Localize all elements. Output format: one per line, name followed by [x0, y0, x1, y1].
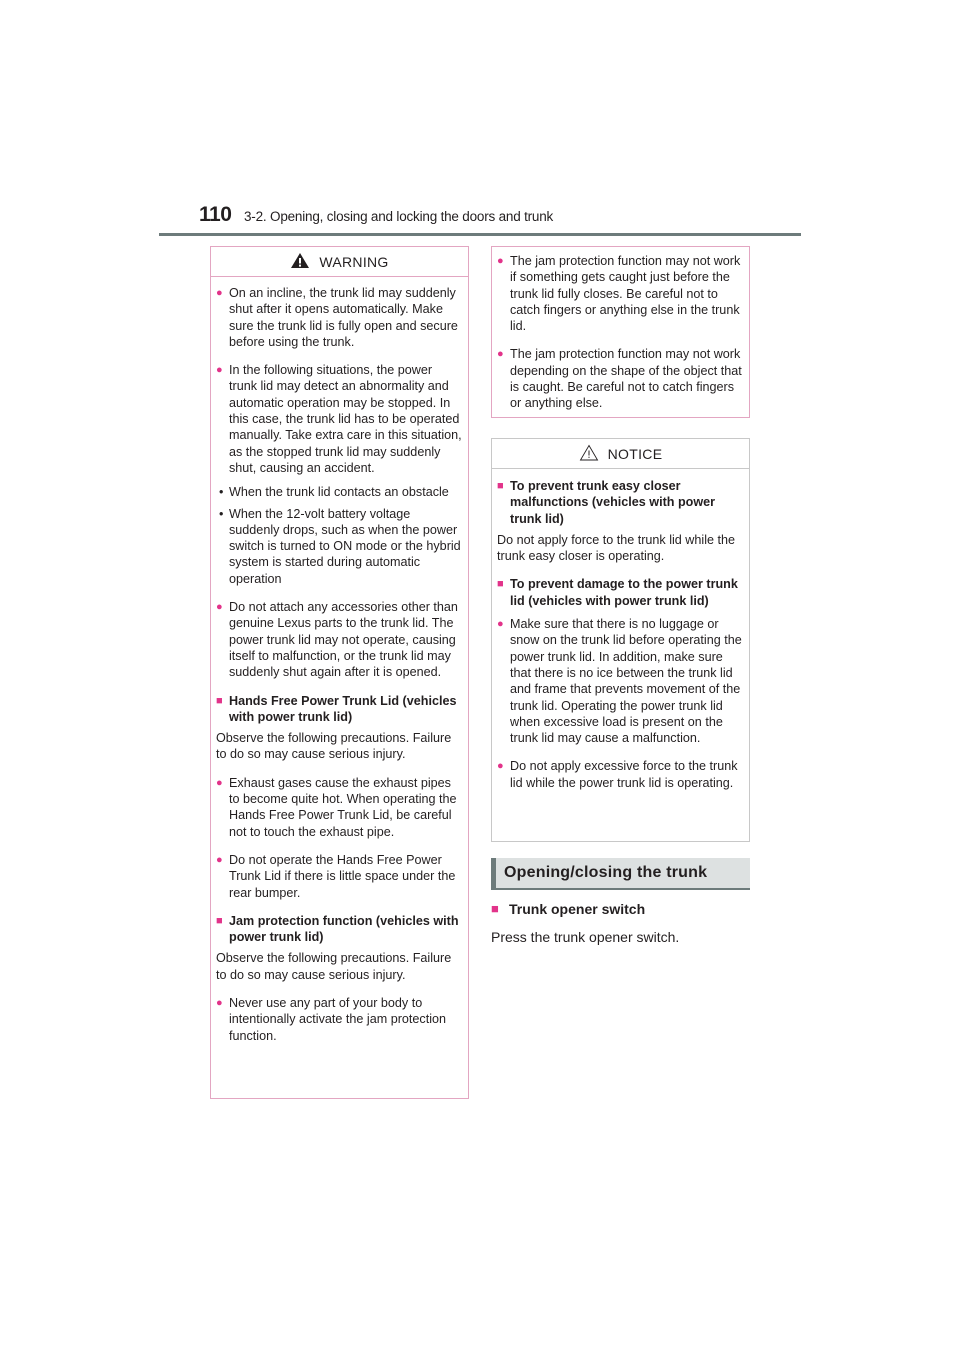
warning-item: ● Never use any part of your body to intentionally activate the jam protection function.	[216, 995, 447, 1043]
square-marker-icon: ■	[497, 480, 504, 492]
warning-header	[211, 247, 468, 277]
bullet-circle-icon: ●	[216, 287, 223, 299]
warning-title: WARNING	[319, 253, 389, 270]
page-number: 110	[199, 203, 232, 226]
warning-subheading: ■ Hands Free Power Trunk Lid (vehicles with power trunk lid)	[216, 693, 457, 724]
bullet-circle-icon: ●	[216, 853, 223, 866]
trunk-opener-section	[491, 900, 751, 946]
warning-item: ● The jam protection function may not work depending on the shape of the object that is caught. Be careful not to catch fingers or anything else.	[497, 347, 742, 411]
warning-dot-item: • When the trunk lid contacts an obstacle	[219, 485, 449, 500]
bullet-circle-icon: ●	[497, 255, 504, 267]
square-marker-icon: ■	[216, 694, 223, 707]
bullet-circle-icon: ●	[216, 996, 223, 1009]
warning-dot-item: • When the 12-volt battery voltage suddenly drops, such as when the power switch is turned to ON mode or the hybrid system is started during automatic operation	[219, 506, 461, 586]
warning-continued-box	[491, 246, 750, 418]
bullet-circle-icon: ●	[216, 601, 223, 614]
warning-subheading: ■ Jam protection function (vehicles with power trunk lid)	[216, 913, 459, 945]
notice-title: NOTICE	[607, 445, 663, 462]
trunk-opener-heading: ■ Trunk opener switch	[491, 901, 646, 917]
bullet-circle-icon: ●	[497, 348, 504, 361]
notice-subheading: ■ To prevent damage to the power trunk lid (vehicles with power trunk lid)	[497, 577, 738, 608]
notice-header	[492, 439, 749, 469]
warning-item: ● In the following situations, the power trunk lid may detect an abnormality and automatic operation may be stopped. In this case, the trunk lid has to be operated manually. Take extra care in this situation, as the stopped trunk lid may suddenly shut, causing an accident.	[216, 363, 462, 475]
bullet-circle-icon: ●	[497, 618, 504, 631]
bullet-dot-icon: •	[219, 485, 224, 500]
warning-item: ● Do not operate the Hands Free Power Trunk Lid if there is little space under the rear bumper.	[216, 852, 456, 900]
bullet-circle-icon: ●	[216, 776, 223, 789]
notice-triangle-icon	[579, 444, 599, 464]
warning-item: ● On an incline, the trunk lid may suddenly shut after it opens automatically. Make sure the trunk lid is fully open and secure before using the trunk.	[216, 286, 458, 349]
bullet-circle-icon: ●	[216, 364, 223, 377]
warning-item: ● The jam protection function may not work if something gets caught just before the trunk lid fully closes. Be careful not to catch fingers or anything else in the trunk lid.	[497, 254, 741, 334]
square-marker-icon: ■	[497, 578, 504, 591]
warning-item: ● Do not attach any accessories other than genuine Lexus parts to the trunk lid. The power trunk lid may not operate, causing itself to malfunction, or the trunk lid may suddenly shut again after it is opened.	[216, 600, 458, 680]
bullet-dot-icon: •	[219, 506, 224, 521]
notice-box	[491, 438, 750, 842]
warning-subtext: Observe the following precautions. Failure to do so may cause serious injury.	[216, 731, 452, 762]
trunk-opener-text: Press the trunk opener switch.	[491, 929, 680, 945]
square-marker-icon: ■	[216, 914, 223, 927]
notice-subtext: Do not apply force to the trunk lid while the trunk easy closer is operating.	[497, 532, 736, 564]
section-heading: Opening/closing the trunk	[491, 858, 750, 890]
notice-item: ● Make sure that there is no luggage or snow on the trunk lid before operating the power trunk lid. In addition, make sure that there is no ice between the trunk lid and frame that prevents movement of the trunk lid. Operating the power trunk lid when excessive load is present on the trunk lid may cause a malfunction.	[497, 617, 742, 746]
section-title: 3-2. Opening, closing and locking the doors and trunk	[244, 209, 554, 224]
notice-subheading: ■ To prevent trunk easy closer malfunctions (vehicles with power trunk lid)	[497, 479, 716, 526]
warning-box	[210, 246, 469, 1099]
header-rule	[159, 233, 801, 236]
warning-triangle-icon	[290, 252, 310, 272]
square-marker-icon: ■	[491, 901, 499, 916]
notice-item: ● Do not apply excessive force to the trunk lid while the power trunk lid is operating.	[497, 759, 738, 790]
warning-item: ● Exhaust gases cause the exhaust pipes to become quite hot. When operating the Hands Free Power Trunk Lid, be careful not to touch the exhaust pipe.	[216, 775, 457, 839]
warning-subtext: Observe the following precautions. Failure to do so may cause serious injury.	[216, 951, 452, 982]
bullet-circle-icon: ●	[497, 760, 504, 773]
